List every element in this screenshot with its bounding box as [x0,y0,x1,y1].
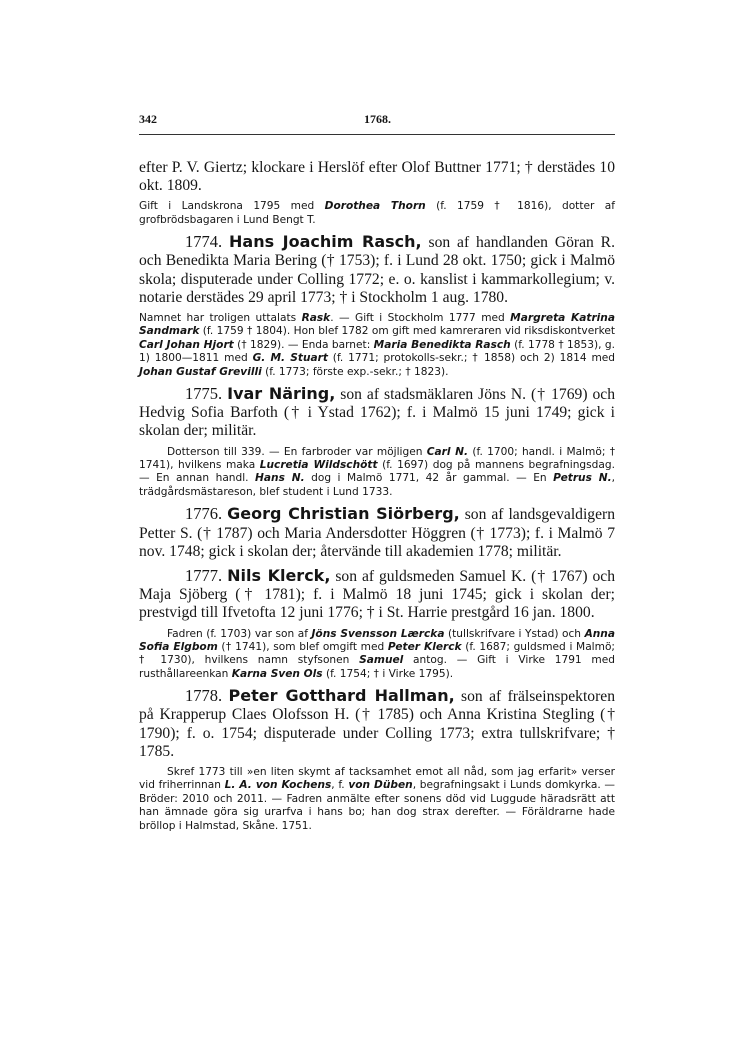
page-number: 342 [139,112,157,126]
entry-number: 1776. [185,504,223,524]
person-name: Peter Gotthard Hallman, [228,686,455,706]
entry-1778-note: Skref 1773 till »en liten skymt af tacksamhet emot all nåd, som jag erfarit» verser vid friherrinnan L. A. von Kochens, f. von Düben, begrafningsakt i Lunds domkyrka. — Bröder: 2010 och 2011. — Fadren anmälte efter sonens död vid Luggude häradsrätt att han ämnade göra sig urarfva i hans bo; han dog strax derefter. — Föräldrarne hade bröllop i Halmstad, Skåne. 1751. [139,765,615,832]
entry-number: 1774. [185,232,223,252]
entry-1776: 1776. Georg Christian Siörberg, son af landsgevaldigern Petter S. († 1787) och Maria Andersdotter Höggren († 1773); f. i Malmö 7 nov. 1748; gick i skolan der; återvände till akademien 1778; militär. [139,504,615,560]
continued-entry-text: efter P. V. Giertz; klockare i Herslöf efter Olof Buttner 1771; † derstädes 10 okt. 1809. [139,159,615,195]
entry-1774: 1774. Hans Joachim Rasch, son af handlanden Göran R. och Benedikta Maria Bering († 1753); f. i Lund 28 okt. 1750; gick i Malmö skola; disputerade under Colling 1772; e. o. kanslist i kammarkollegium; v. notarie derstädes 29 april 1773; † i Stockholm 1 aug. 1780. [139,232,615,306]
person-name: Ivar Näring, [227,384,336,404]
person-name: Georg Christian Siörberg, [227,504,460,524]
entry-1778: 1778. Peter Gotthard Hallman, son af frälseinspektoren på Krapperup Claes Olofsson H. († 1785) och Anna Kristina Stegling († 1790); f. o. 1754; disputerade under Colling 1773; extra tullskrifvare; † 1785. [139,686,615,760]
page-content [139,159,615,839]
entry-1777: 1777. Nils Klerck, son af guldsmeden Samuel K. († 1767) och Maja Sjöberg († 1781); f. i Malmö 18 juni 1745; gick i skolan der; prestvigd till Ifvetofta 12 juni 1776; † i St. Harrie prestgård 16 jan. 1800. [139,565,616,622]
entry-1775-note: Dotterson till 339. — En farbroder var möjligen Carl N. (f. 1700; handl. i Malmö; † 1741), hvilkens maka Lucretia Wildschött (f. 1697) dog på mannens begrafningsdag. — En annan handl. Hans N. dog i Malmö 1771, 42 år gammal. — En Petrus N., trädgårdsmästareson, blef student i Lund 1733. [139,445,615,498]
entry-number: 1775. [185,384,223,404]
person-name: Hans Joachim Rasch, [229,232,422,252]
running-header [139,112,615,128]
entry-1777-note: Fadren (f. 1703) var son af Jöns Svensson Lærcka (tullskrifvare i Ystad) och Anna Sofia Elgbom († 1741), som blef omgift med Peter Klerck (f. 1687; guldsmed i Malmö; † 1730), hvilkens namn styfsonen Samuel antog. — Gift i Virke 1791 med rusthållareenkan Karna Sven Ols (f. 1754; † i Virke 1795). [139,627,615,680]
continued-entry-note: Gift i Landskrona 1795 med Dorothea Thorn (f. 1759 † 1816), dotter af grofbrödsbagaren i Lund Bengt T. [139,200,615,226]
header-year: 1768. [364,112,391,126]
entry-1774-note: Namnet har troligen uttalats Rask. — Gift i Stockholm 1777 med Margreta Katrina Sandmark (f. 1759 † 1804). Hon blef 1782 om gift med kamreraren vid riksdiskontverket Carl Johan Hjort († 1829). — Enda barnet: Maria Benedikta Rasch (f. 1778 † 1853), g. 1) 1800—1811 med G. M. Stuart (f. 1771; protokolls-sekr.; † 1858) och 2) 1814 med Johan Gustaf Grevilli (f. 1773; förste exp.-sekr.; † 1823). [139,312,616,378]
entry-number: 1777. [185,565,223,585]
person-name: Nils Klerck, [227,565,331,585]
entry-1775: 1775. Ivar Näring, son af stadsmäklaren Jöns N. († 1769) och Hedvig Sofia Barfoth († i Ystad 1762); f. i Malmö 15 juni 1749; gick i skolan der; militär. [139,384,615,440]
header-rule [139,134,615,135]
entry-number: 1778. [185,686,223,706]
